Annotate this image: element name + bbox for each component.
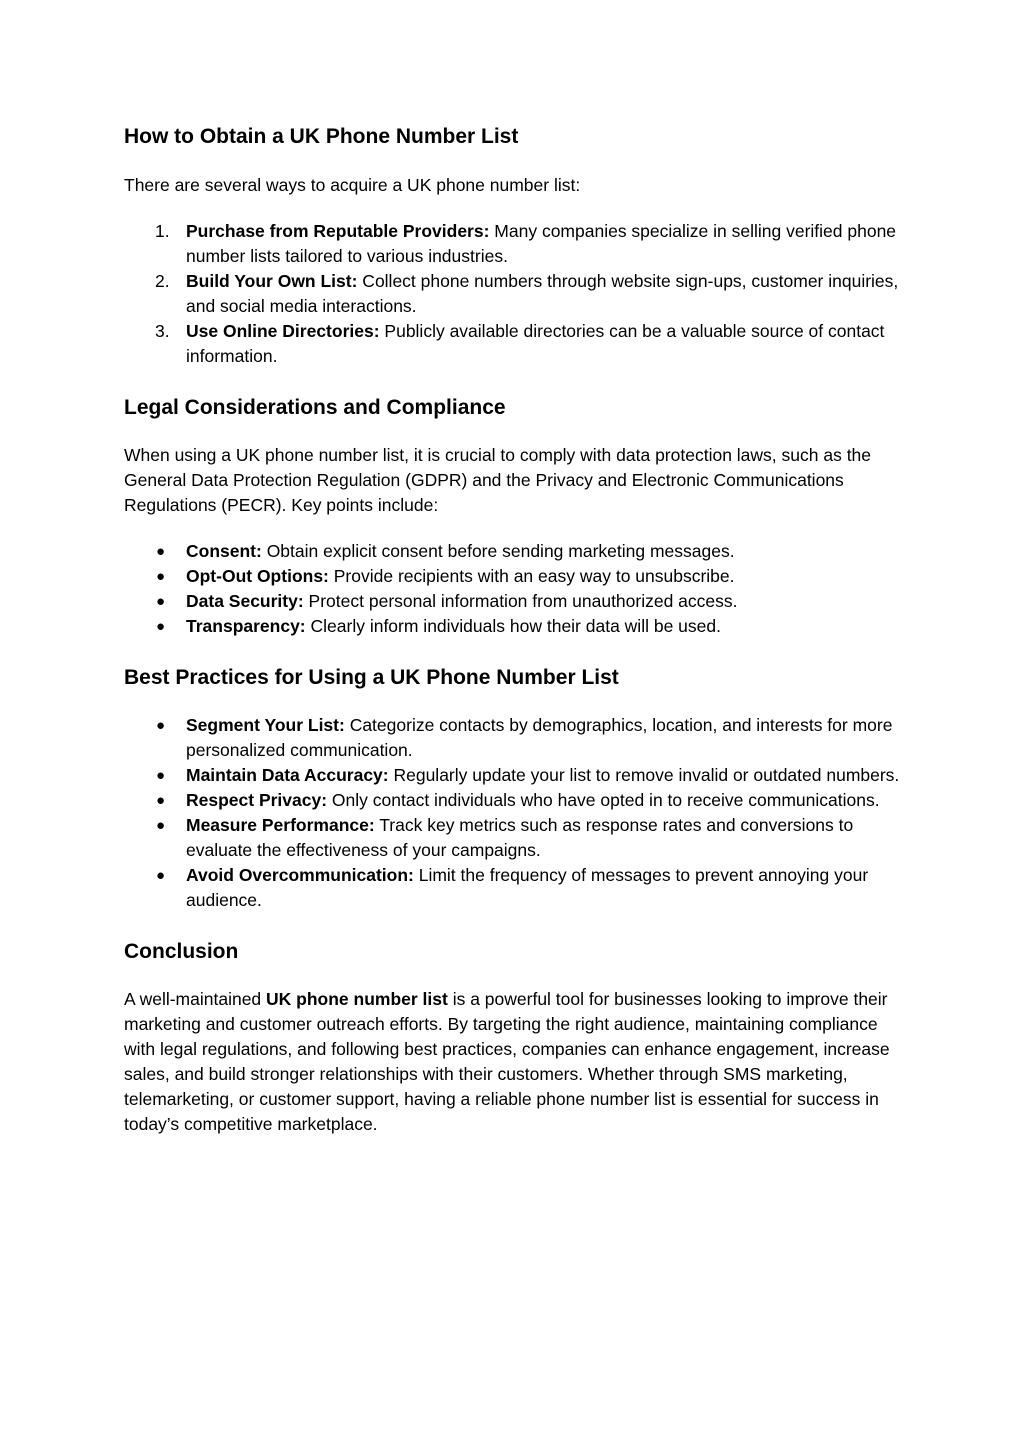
list-item-title: Respect Privacy: xyxy=(186,790,328,810)
heading-conclusion: Conclusion xyxy=(124,940,239,963)
list-item-title: Build Your Own List: xyxy=(186,271,358,291)
conclusion-paragraph xyxy=(124,987,904,1137)
list-item-text: Publicly available directories can be a valuable source of contact information. xyxy=(186,321,885,366)
list-item-text: Obtain explicit consent before sending marketing messages. xyxy=(261,541,735,561)
list-item xyxy=(124,713,904,763)
bullet-icon: ● xyxy=(156,593,166,610)
list-item-title: Segment Your List: xyxy=(186,715,345,735)
list-item-text: Track key metrics such as response rates and conversions to evaluate the effectiveness of your campaigns. xyxy=(186,815,854,860)
list-item xyxy=(124,763,904,788)
list-number: 1. xyxy=(155,221,170,241)
list-item xyxy=(124,539,904,564)
legal-list xyxy=(124,539,904,639)
conclusion-text-start: A well-maintained xyxy=(124,989,267,1009)
bullet-icon: ● xyxy=(156,717,166,734)
list-number: 3. xyxy=(155,321,170,341)
list-item-title: Measure Performance: xyxy=(186,815,375,835)
document-page xyxy=(124,122,904,1137)
list-item xyxy=(124,614,904,639)
list-item-title: Avoid Overcommunication: xyxy=(186,865,414,885)
list-item-text: Only contact individuals who have opted in to receive communications. xyxy=(327,790,880,810)
list-item-text: Clearly inform individuals how their data will be used. xyxy=(305,616,721,636)
bullet-icon: ● xyxy=(156,568,166,585)
list-item xyxy=(124,788,904,813)
legal-intro: When using a UK phone number list, it is crucial to comply with data protection laws, such as the General Data Protection Regulation (GDPR) and the Privacy and Electronic Communications Regulations (PECR). Key points include: xyxy=(124,445,872,515)
bullet-icon: ● xyxy=(156,867,166,884)
conclusion-keyword: UK phone number list xyxy=(266,989,448,1009)
list-item-title: Maintain Data Accuracy: xyxy=(186,765,389,785)
heading-best-practices: Best Practices for Using a UK Phone Number List xyxy=(124,666,619,689)
list-item xyxy=(124,813,904,863)
list-item xyxy=(124,219,904,269)
list-number: 2. xyxy=(155,271,170,291)
list-item-text: Collect phone numbers through website sign-ups, customer inquiries, and social media interactions. xyxy=(186,271,899,316)
list-item xyxy=(124,589,904,614)
list-item xyxy=(124,319,904,369)
list-item-text: Categorize contacts by demographics, location, and interests for more personalized communication. xyxy=(186,715,893,760)
list-item-title: Opt-Out Options: xyxy=(186,566,329,586)
bullet-icon: ● xyxy=(156,543,166,560)
bullet-icon: ● xyxy=(156,618,166,635)
list-item-text: Regularly update your list to remove invalid or outdated numbers. xyxy=(388,765,900,785)
list-item-text: Limit the frequency of messages to prevent annoying your audience. xyxy=(186,865,869,910)
bullet-icon: ● xyxy=(156,792,166,809)
list-item-text: Many companies specialize in selling verified phone number lists tailored to various industries. xyxy=(186,221,897,266)
list-item-title: Data Security: xyxy=(186,591,304,611)
list-item-title: Use Online Directories: xyxy=(186,321,380,341)
heading-legal: Legal Considerations and Compliance xyxy=(124,396,506,419)
heading-obtain: How to Obtain a UK Phone Number List xyxy=(124,125,519,148)
list-item xyxy=(124,863,904,913)
bullet-icon: ● xyxy=(156,817,166,834)
list-item-title: Transparency: xyxy=(186,616,306,636)
obtain-intro: There are several ways to acquire a UK phone number list: xyxy=(124,175,581,195)
list-item-title: Consent: xyxy=(186,541,262,561)
obtain-list xyxy=(124,219,904,369)
list-item-text: Protect personal information from unauthorized access. xyxy=(303,591,738,611)
list-item-title: Purchase from Reputable Providers: xyxy=(186,221,490,241)
best-practices-list xyxy=(124,713,904,913)
conclusion-text-end: is a powerful tool for businesses looking to improve their marketing and customer outreach efforts. By targeting the right audience, maintaining compliance with legal regulations, and following best practices, companies can enhance engagement, increase sales, and build stronger relationships with their customers. Whether through SMS marketing, telemarketing, or customer support, having a reliable phone number list is essential for success in today’s competitive marketplace. xyxy=(124,989,890,1134)
bullet-icon: ● xyxy=(156,767,166,784)
list-item xyxy=(124,564,904,589)
list-item-text: Provide recipients with an easy way to unsubscribe. xyxy=(328,566,735,586)
list-item xyxy=(124,269,904,319)
